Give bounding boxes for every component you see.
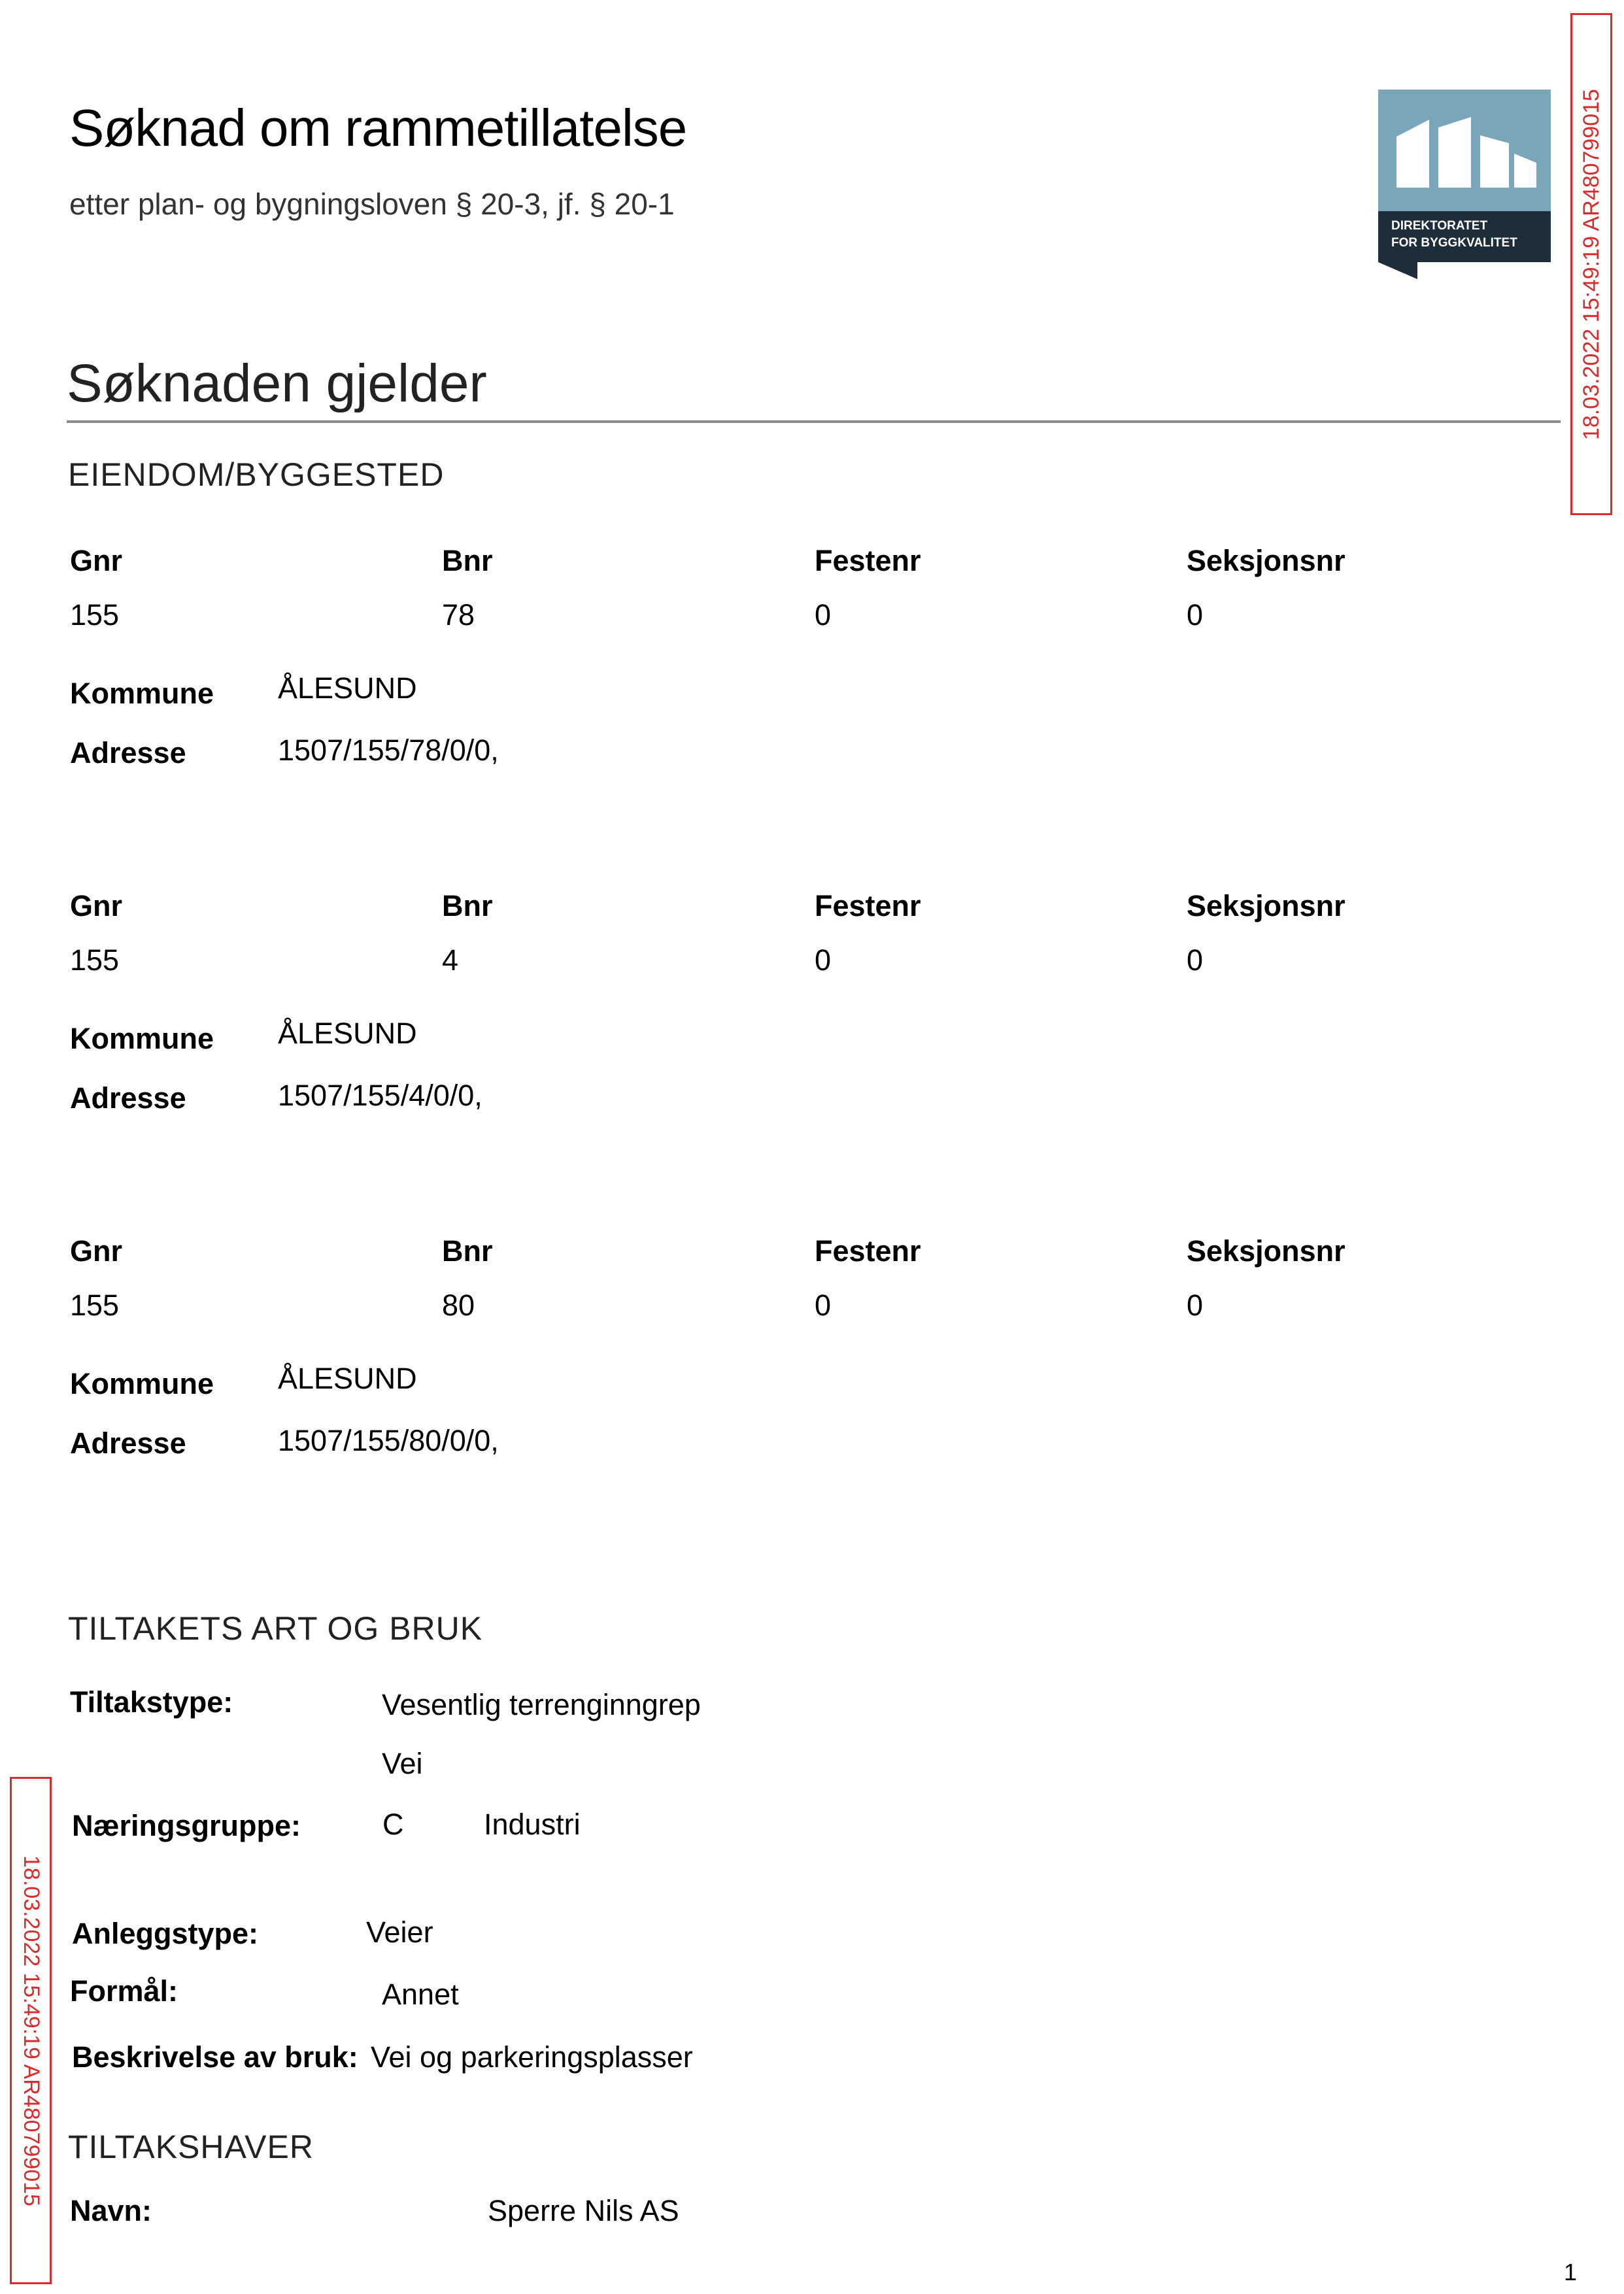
kommune-value: ÅLESUND xyxy=(278,671,417,705)
adresse-label: Adresse xyxy=(70,1426,186,1460)
gnr-label: Gnr xyxy=(70,544,123,577)
tiltak-heading: TILTAKETS ART OG BRUK xyxy=(68,1610,483,1647)
kommune-value: ÅLESUND xyxy=(278,1362,417,1395)
dibk-logo xyxy=(1378,90,1551,253)
bnr-value: 78 xyxy=(442,598,475,632)
naeringsgruppe-label: Næringsgruppe: xyxy=(72,1809,301,1842)
bnr-label: Bnr xyxy=(442,1234,493,1268)
kommune-label: Kommune xyxy=(70,677,214,710)
bnr-label: Bnr xyxy=(442,544,493,577)
gnr-value: 155 xyxy=(70,943,120,977)
tiltakstype-label: Tiltakstype: xyxy=(70,1685,233,1719)
dibk-building-logo-icon xyxy=(1378,90,1551,279)
beskrivelse-label: Beskrivelse av bruk: xyxy=(72,2040,358,2074)
bnr-value: 80 xyxy=(442,1289,475,1322)
naeringsgruppe-name: Industri xyxy=(484,1808,581,1841)
gnr-value: 155 xyxy=(70,598,120,632)
page-title: Søknad om rammetillatelse xyxy=(69,99,687,157)
gnr-label: Gnr xyxy=(70,1234,123,1268)
section-divider xyxy=(67,420,1561,423)
seksjonsnr-value: 0 xyxy=(1187,598,1204,632)
timestamp-stamp-left xyxy=(10,1777,52,2284)
naeringsgruppe-code: C xyxy=(382,1808,404,1841)
tiltakstype-value-2: Vei xyxy=(382,1747,423,1780)
formaal-label: Formål: xyxy=(70,1974,178,2008)
logo-line1: DIREKTORATET xyxy=(1391,219,1488,233)
tiltakstype-value-1: Vesentlig terrenginngrep xyxy=(382,1688,701,1721)
navn-value: Sperre Nils AS xyxy=(488,2194,679,2227)
adresse-label: Adresse xyxy=(70,736,186,769)
seksjonsnr-label: Seksjonsnr xyxy=(1187,544,1345,577)
seksjonsnr-value: 0 xyxy=(1187,1289,1204,1322)
festenr-value: 0 xyxy=(815,943,832,977)
gnr-label: Gnr xyxy=(70,889,123,922)
timestamp-stamp-left-text: 18.03.2022 15:49:19 AR480799015 xyxy=(18,1855,44,2206)
section-title: Søknaden gjelder xyxy=(67,354,487,413)
anleggstype-value: Veier xyxy=(366,1915,433,1949)
adresse-value: 1507/155/80/0/0, xyxy=(278,1424,499,1457)
seksjonsnr-value: 0 xyxy=(1187,943,1204,977)
adresse-label: Adresse xyxy=(70,1081,186,1115)
seksjonsnr-label: Seksjonsnr xyxy=(1187,889,1345,922)
logo-line2: FOR BYGGKVALITET xyxy=(1391,236,1517,250)
property-heading: EIENDOM/BYGGESTED xyxy=(68,456,445,493)
gnr-value: 155 xyxy=(70,1289,120,1322)
festenr-label: Festenr xyxy=(815,544,921,577)
kommune-value: ÅLESUND xyxy=(278,1017,417,1050)
formaal-value: Annet xyxy=(382,1978,459,2011)
kommune-label: Kommune xyxy=(70,1022,214,1055)
kommune-label: Kommune xyxy=(70,1367,214,1400)
festenr-value: 0 xyxy=(815,598,832,632)
seksjonsnr-label: Seksjonsnr xyxy=(1187,1234,1345,1268)
tiltakshaver-heading: TILTAKSHAVER xyxy=(68,2129,314,2165)
page-subtitle: etter plan- og bygningsloven § 20-3, jf. § 20-1 xyxy=(69,187,675,221)
festenr-label: Festenr xyxy=(815,1234,921,1268)
navn-label: Navn: xyxy=(70,2194,152,2227)
bnr-label: Bnr xyxy=(442,889,493,922)
anleggstype-label: Anleggstype: xyxy=(72,1917,259,1950)
festenr-label: Festenr xyxy=(815,889,921,922)
adresse-value: 1507/155/4/0/0, xyxy=(278,1079,482,1112)
page-number: 1 xyxy=(1564,2259,1578,2286)
timestamp-stamp-top-text: 18.03.2022 15:49:19 AR480799015 xyxy=(1578,88,1604,440)
adresse-value: 1507/155/78/0/0, xyxy=(278,734,499,767)
beskrivelse-value: Vei og parkeringsplasser xyxy=(371,2040,693,2074)
bnr-value: 4 xyxy=(442,943,459,977)
festenr-value: 0 xyxy=(815,1289,832,1322)
timestamp-stamp-top xyxy=(1570,13,1612,515)
